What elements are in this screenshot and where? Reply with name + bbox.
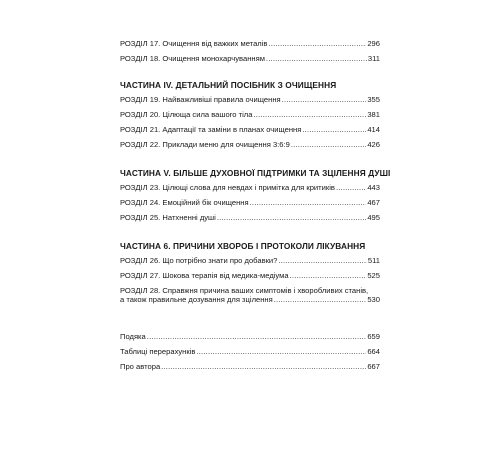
toc-entry-page: 355 bbox=[367, 95, 380, 104]
part-heading: ЧАСТИНА V. БІЛЬШЕ ДУХОВНОЇ ПІДТРИМКИ ТА ЗЦІЛЕННЯ ДУШІ bbox=[120, 168, 391, 178]
toc-leader-dots bbox=[274, 295, 367, 304]
toc-leader-dots bbox=[266, 54, 367, 63]
toc-leader-dots bbox=[282, 95, 367, 104]
toc-entry-title: РОЗДІЛ 22. Приклади меню для очищення 3:6:9 bbox=[120, 140, 290, 149]
toc-entry bbox=[120, 183, 380, 198]
toc-entry bbox=[120, 54, 380, 69]
toc-entry-title: РОЗДІЛ 25. Натхненні душі bbox=[120, 213, 216, 222]
toc-entry-title: РОЗДІЛ 21. Адаптації та заміни в планах очищення bbox=[120, 125, 302, 134]
toc-entry-page: 659 bbox=[367, 332, 380, 341]
toc-entry bbox=[120, 140, 380, 155]
toc-entry bbox=[120, 198, 380, 213]
toc-entry bbox=[120, 347, 380, 362]
toc-entry-title-line2: а також правильне дозування для зцілення bbox=[120, 295, 273, 304]
toc-entry-title: РОЗДІЛ 24. Емоційний бік очищення bbox=[120, 198, 249, 207]
toc-leader-dots bbox=[336, 183, 366, 192]
toc-entry-title: РОЗДІЛ 17. Очищення від важких металів bbox=[120, 39, 268, 48]
toc-leader-dots bbox=[290, 271, 367, 280]
toc-leader-dots bbox=[161, 362, 366, 371]
toc-entry-title: РОЗДІЛ 26. Що потрібно знати про добавки? bbox=[120, 256, 278, 265]
toc-leader-dots bbox=[291, 140, 366, 149]
toc-entry-page: 381 bbox=[367, 110, 380, 119]
toc-entry-title: РОЗДІЛ 23. Цілющі слова для невдах і примітка для критиків bbox=[120, 183, 335, 192]
toc-entry bbox=[120, 125, 380, 140]
toc-entry bbox=[120, 362, 380, 377]
toc-entry bbox=[120, 271, 380, 286]
toc-leader-dots bbox=[250, 198, 367, 207]
toc-entry-title: РОЗДІЛ 19. Найважливіші правила очищення bbox=[120, 95, 281, 104]
toc-entry-page: 443 bbox=[367, 183, 380, 192]
toc-entry-title: РОЗДІЛ 20. Цілюща сила вашого тіла bbox=[120, 110, 253, 119]
toc-entry bbox=[120, 332, 380, 347]
toc-entry-title: РОЗДІЛ 18. Очищення монохарчуванням bbox=[120, 54, 265, 63]
toc-entry-title: Подяка bbox=[120, 332, 146, 341]
toc-entry-page: 530 bbox=[367, 295, 380, 304]
toc-entry-page: 414 bbox=[367, 125, 380, 134]
toc-leader-dots bbox=[196, 347, 366, 356]
toc-entry-page: 296 bbox=[367, 39, 380, 48]
toc-leader-dots bbox=[217, 213, 367, 222]
toc-entry-title: РОЗДІЛ 27. Шокова терапія від медика-медіума bbox=[120, 271, 289, 280]
part-heading: ЧАСТИНА IV. ДЕТАЛЬНИЙ ПОСІБНИК З ОЧИЩЕННЯ bbox=[120, 80, 337, 90]
toc-entry-page: 311 bbox=[367, 54, 380, 63]
toc-leader-dots bbox=[147, 332, 367, 341]
toc-entry bbox=[120, 95, 380, 110]
toc-entry-page: 664 bbox=[367, 347, 380, 356]
toc-leader-dots bbox=[253, 110, 366, 119]
toc-entry-title: Таблиці перерахунків bbox=[120, 347, 196, 356]
toc-entry bbox=[120, 110, 380, 125]
toc-entry bbox=[120, 213, 380, 228]
toc-entry-title: Про автора bbox=[120, 362, 161, 371]
toc-entry-long bbox=[120, 286, 380, 307]
part-heading: ЧАСТИНА 6. ПРИЧИНИ ХВОРОБ І ПРОТОКОЛИ ЛІКУВАННЯ bbox=[120, 241, 366, 251]
toc-entry bbox=[120, 256, 380, 271]
toc-leader-dots bbox=[278, 256, 366, 265]
toc-entry-title-line1: РОЗДІЛ 28. Справжня причина ваших симптомів і хворобливих станів, bbox=[120, 286, 369, 295]
toc-entry-page: 511 bbox=[367, 256, 380, 265]
toc-entry-page: 426 bbox=[367, 140, 380, 149]
toc-leader-dots bbox=[268, 39, 366, 48]
toc-entry-page: 495 bbox=[367, 213, 380, 222]
toc-entry-page: 467 bbox=[367, 198, 380, 207]
table-of-contents bbox=[120, 39, 391, 377]
toc-leader-dots bbox=[302, 125, 366, 134]
toc-entry-page: 525 bbox=[367, 271, 380, 280]
toc-entry bbox=[120, 39, 380, 54]
toc-entry-page: 667 bbox=[367, 362, 380, 371]
